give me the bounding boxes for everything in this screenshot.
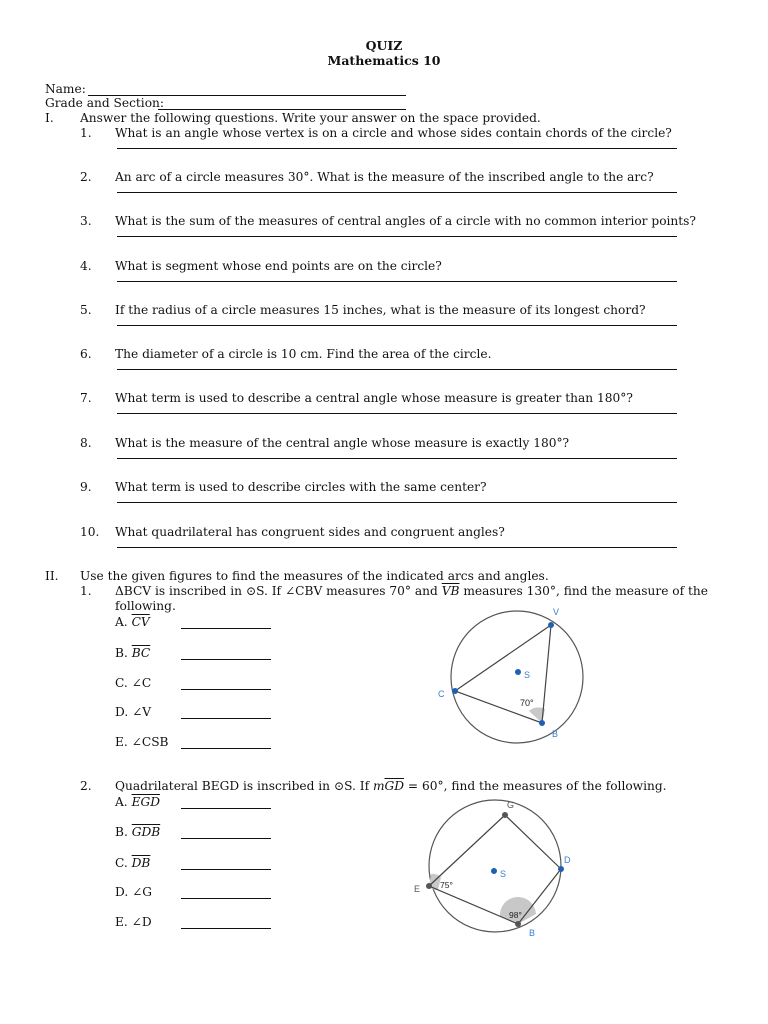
question-number: 6. <box>80 347 92 361</box>
problem2-statement <box>115 779 667 794</box>
problem1-statement <box>115 584 708 599</box>
angle-label-75: 75° <box>440 880 453 890</box>
answer-line[interactable] <box>117 236 677 237</box>
item-label: A. $\overline{EGD}$ <box>115 795 160 809</box>
answer-line[interactable] <box>117 458 677 459</box>
answer-blank[interactable] <box>181 898 271 899</box>
answer-blank[interactable] <box>181 628 271 629</box>
arc-gd: $\overline{GD}$ <box>384 779 405 793</box>
answer-blank[interactable] <box>181 689 271 690</box>
point-g <box>502 812 508 818</box>
quiz-subtitle: Mathematics 10 <box>327 53 441 68</box>
problem1-number: 1. <box>80 584 92 598</box>
item-label: B. $\overline{BC}$ <box>115 646 151 660</box>
item-label: B. $\overline{GDB}$ <box>115 825 161 839</box>
question-number: 8. <box>80 436 92 450</box>
question-10 <box>0 525 768 569</box>
item-label: D. ∠G <box>115 885 153 899</box>
answer-blank[interactable] <box>181 808 271 809</box>
answer-blank[interactable] <box>181 838 271 839</box>
grade-label: Grade and Section: <box>45 96 164 110</box>
question-text: What is the sum of the measures of central angles of a circle with no common interior points? <box>115 214 696 228</box>
problem2-number: 2. <box>80 779 92 793</box>
label-d: D <box>564 855 571 865</box>
label-b: B <box>552 729 559 739</box>
label-s: S <box>500 869 507 879</box>
problem1-statement-cont: following. <box>115 599 176 613</box>
label-b: B <box>529 928 536 938</box>
answer-line[interactable] <box>117 502 677 503</box>
grade-section-field[interactable] <box>158 109 406 110</box>
question-text: An arc of a circle measures 30°. What is the measure of the inscribed angle to the arc? <box>115 170 654 184</box>
question-4 <box>0 259 768 303</box>
figure-circle-begd <box>405 795 585 945</box>
question-9 <box>0 480 768 524</box>
part2-instruction: Use the given figures to find the measures of the indicated arcs and angles. <box>80 569 549 583</box>
question-text: What is the measure of the central angle whose measure is exactly 180°? <box>115 436 570 450</box>
question-5 <box>0 303 768 347</box>
answer-blank[interactable] <box>181 748 271 749</box>
point-b <box>515 921 521 927</box>
question-number: 3. <box>80 214 92 228</box>
answer-blank[interactable] <box>181 718 271 719</box>
point-d <box>558 866 564 872</box>
label-s: S <box>524 670 531 680</box>
answer-line[interactable] <box>117 281 677 282</box>
angle-label-70: 70° <box>520 698 534 708</box>
question-text: What quadrilateral has congruent sides and congruent angles? <box>115 525 505 539</box>
question-number: 5. <box>80 303 92 317</box>
label-v: V <box>553 607 560 617</box>
part1-instruction: Answer the following questions. Write your answer on the space provided. <box>80 111 541 125</box>
circle-s <box>429 800 561 932</box>
label-e: E <box>414 884 421 894</box>
problem2-text-a: Quadrilateral BEGD is inscribed in ⊙S. If <box>115 779 373 793</box>
question-text: The diameter of a circle is 10 cm. Find the area of the circle. <box>115 347 492 361</box>
part2-numeral: II. <box>45 569 59 583</box>
label-g: G <box>507 800 515 810</box>
answer-line[interactable] <box>117 369 677 370</box>
item-label: C. ∠C <box>115 676 152 690</box>
question-text: What is an angle whose vertex is on a circle and whose sides contain chords of the circle? <box>115 126 672 140</box>
answer-line[interactable] <box>117 413 677 414</box>
problem2-text-b: = 60°, find the measures of the following. <box>404 779 667 793</box>
question-text: What term is used to describe a central angle whose measure is greater than 180°? <box>115 391 633 405</box>
question-text: If the radius of a circle measures 15 inches, what is the measure of its longest chord? <box>115 303 646 317</box>
answer-blank[interactable] <box>181 928 271 929</box>
question-number: 7. <box>80 391 92 405</box>
question-7 <box>0 391 768 435</box>
circle-s <box>451 611 583 743</box>
answer-line[interactable] <box>117 547 677 548</box>
answer-line[interactable] <box>117 148 677 149</box>
figure-circle-bcv <box>420 600 600 750</box>
question-number: 1. <box>80 126 92 140</box>
item-label: C. $\overline{DB}$ <box>115 856 151 870</box>
question-number: 2. <box>80 170 92 184</box>
point-e <box>426 883 432 889</box>
point-c <box>452 688 458 694</box>
question-number: 9. <box>80 480 92 494</box>
label-c: C <box>438 689 445 699</box>
point-s <box>515 669 521 675</box>
arc-vb: $\overline{VB}$ <box>441 584 460 598</box>
question-text: What term is used to describe circles with the same center? <box>115 480 487 494</box>
question-8 <box>0 436 768 480</box>
item-label: E. ∠D <box>115 915 152 929</box>
question-text: What is segment whose end points are on the circle? <box>115 259 442 273</box>
question-number: 4. <box>80 259 92 273</box>
point-s <box>491 868 497 874</box>
answer-line[interactable] <box>117 325 677 326</box>
item-label: E. ∠CSB <box>115 735 169 749</box>
problem1-text-a: ΔBCV is inscribed in ⊙S. If ∠CBV measures 70° and <box>115 584 442 598</box>
item-label: A. $\overline{CV}$ <box>115 615 150 629</box>
measure-symbol: m <box>372 779 385 793</box>
question-3 <box>0 214 768 258</box>
question-1 <box>0 126 768 170</box>
problem1-text-b: measures 130°, find the measure of the <box>459 584 708 598</box>
part1-numeral: I. <box>45 111 54 125</box>
quiz-title: QUIZ <box>365 38 403 53</box>
question-number: 10. <box>80 525 100 539</box>
name-label: Name: <box>45 82 86 96</box>
question-2 <box>0 170 768 214</box>
answer-line[interactable] <box>117 192 677 193</box>
answer-blank[interactable] <box>181 869 271 870</box>
answer-blank[interactable] <box>181 659 271 660</box>
point-v <box>548 622 554 628</box>
item-label: D. ∠V <box>115 705 152 719</box>
question-6 <box>0 347 768 391</box>
point-b <box>539 720 545 726</box>
angle-label-98: 98° <box>509 910 522 920</box>
